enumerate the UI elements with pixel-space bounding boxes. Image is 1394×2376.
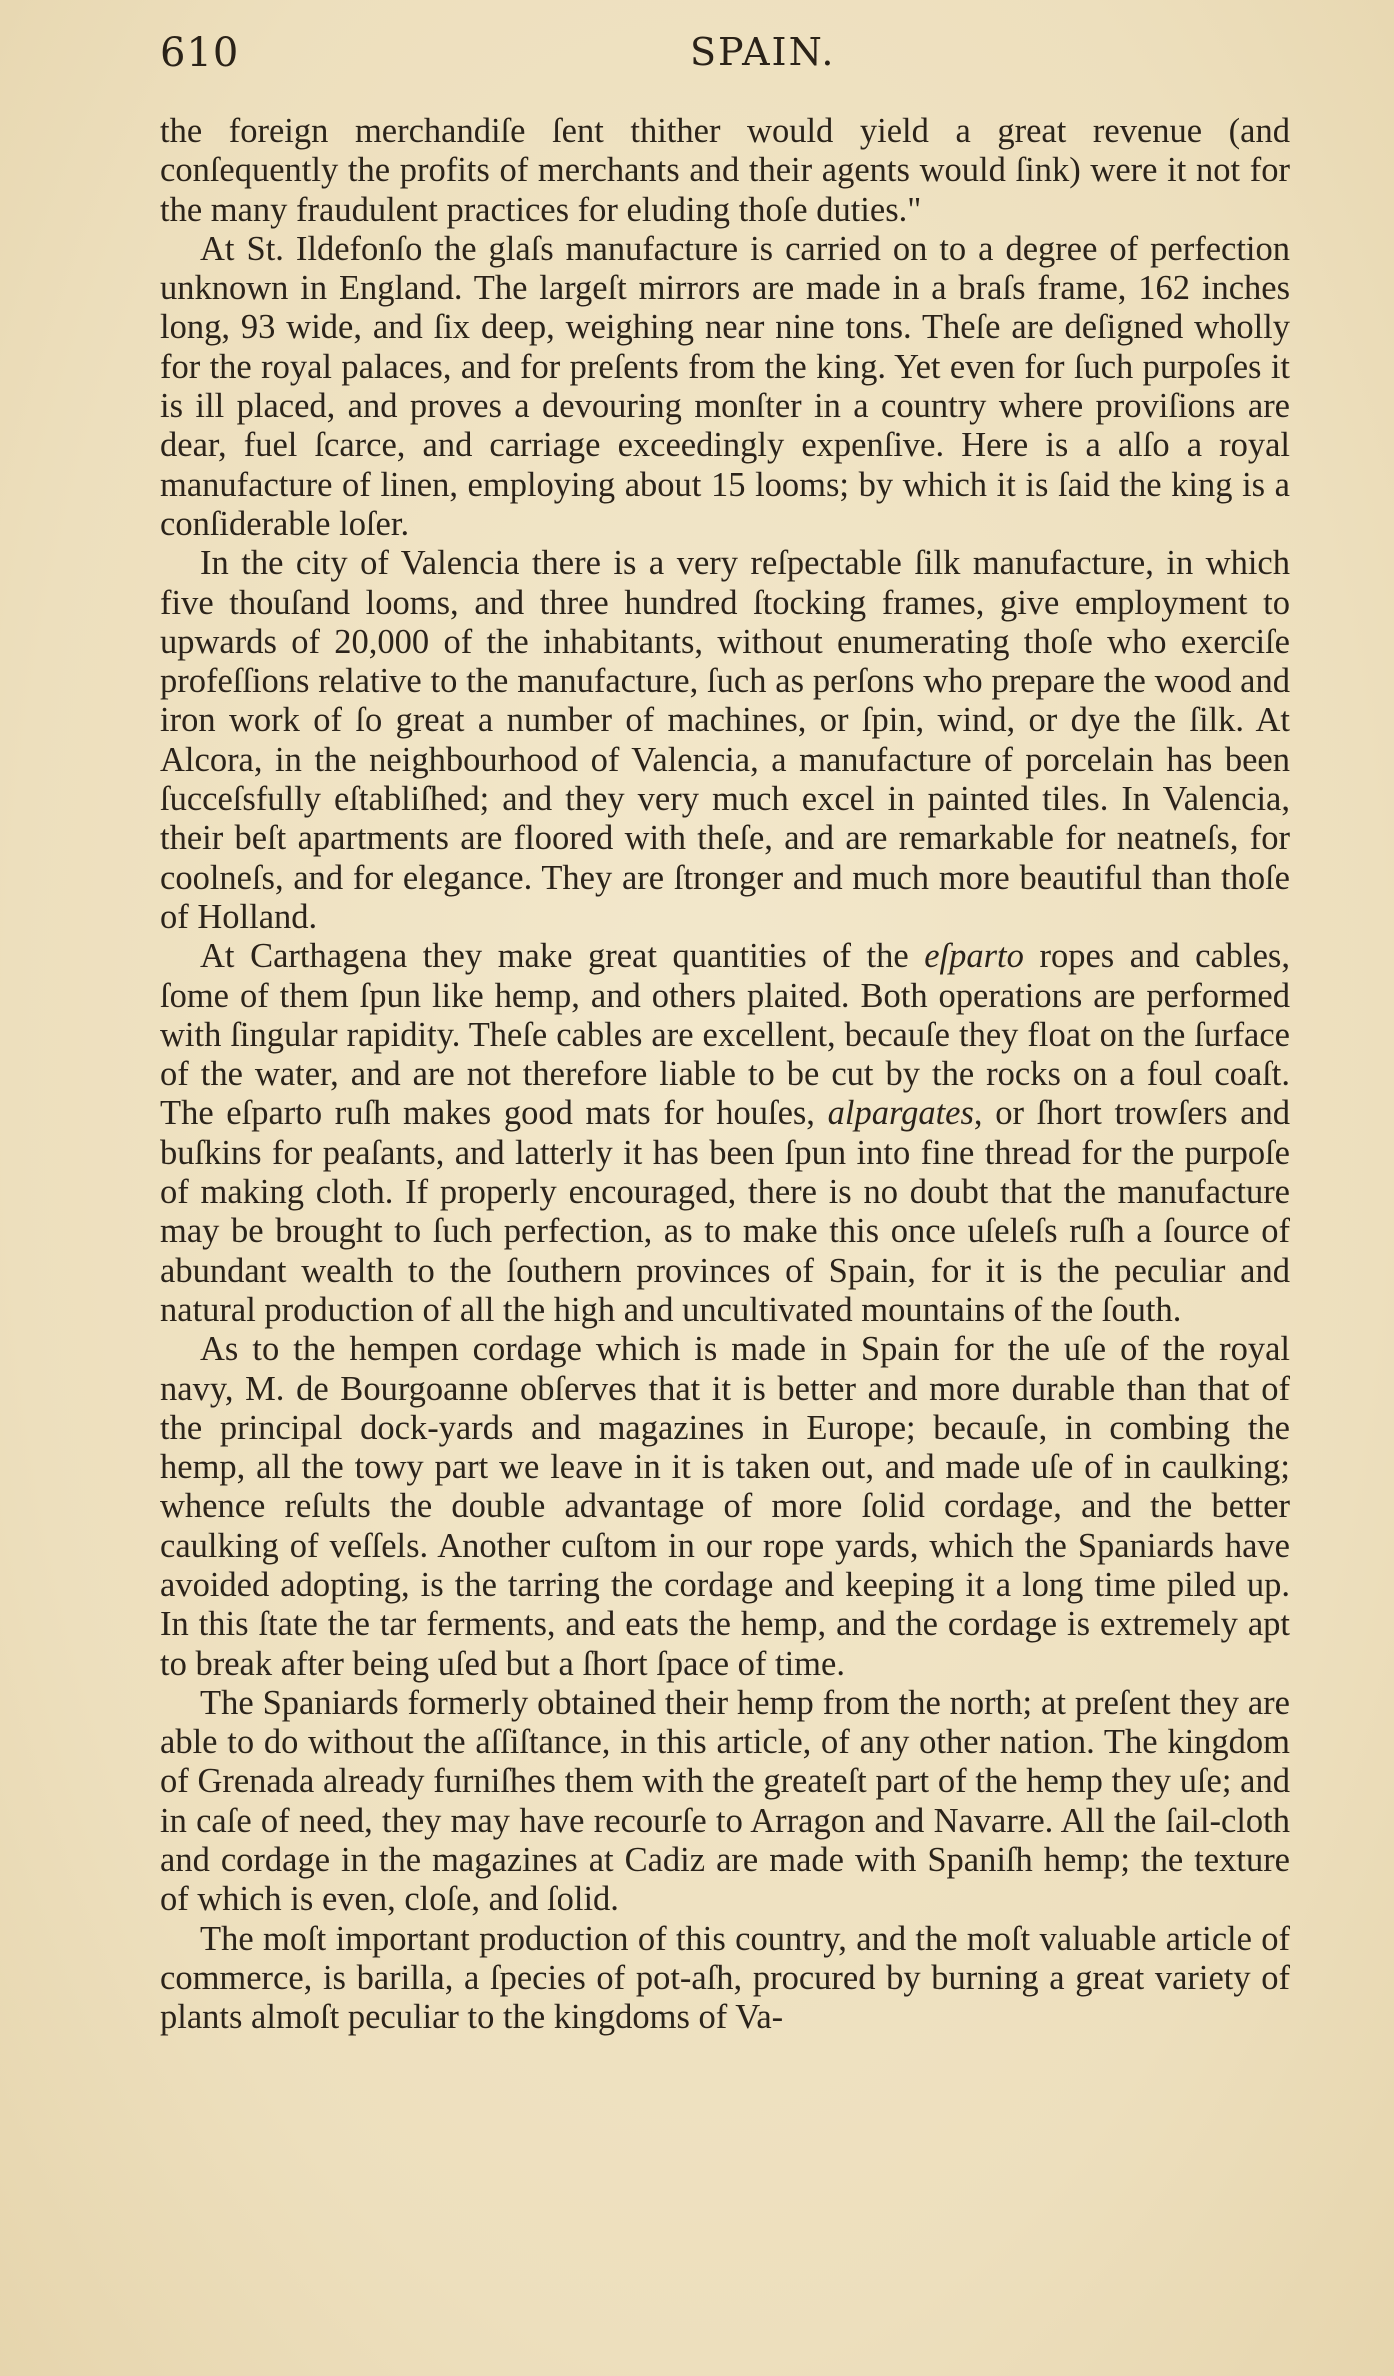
running-head: SPAIN. [690,30,836,74]
paragraph-4-text-after: , or ſhort trowſers and buſkins for peaſants, and latterly it has been ſpun into fine thread for the purpoſe of making cloth. If properly encouraged, there is no doubt that the manufacture may be brought to ſuch perfection, as to make this once uſeleſs ruſh a ſource of abundant wealth to the ſouthern provinces of Spain, for it is the peculiar and natural production of all the high and uncultivated mountains of the ſouth. [160,1094,1291,1329]
paragraph-5: As to the hempen cordage which is made in Spain for the uſe of the royal navy, M. de Bourgoanne obſerves that it is better and more durable than that of the principal dock-yards and magazines in Europe; becauſe, in combing the hemp, all the towy part we leave in it is taken out, and made uſe of in caulking; whence reſults the double advantage of more ſolid cordage, and the better caulking of veſſels. Another cuſtom in our rope yards, which the Spaniards have avoided adopting, is the tarring the cordage and keeping it a long time piled up. In this ſtate the tar ferments, and eats the hemp, and the cordage is extremely apt to break after being uſed but a ſhort ſpace of time. [160,1330,1290,1683]
page-number: 610 [160,30,240,76]
paragraph-4-italic-alpargates: alpargates [827,1094,974,1133]
page-header [160,30,1290,90]
paragraph-4-text-before: At Carthagena they make great quantities of the [200,937,925,976]
paragraph-1: the foreign merchandiſe ſent thither would yield a great revenue (and conſequently the profits of merchants and their agents would ſink) were it not for the many fraudulent practices for eluding thoſe duties." [160,112,1290,229]
paragraph-7: The moſt important production of this country, and the moſt valuable article of commerce, is barilla, a ſpecies of pot-aſh, procured by burning a great variety of plants almoſt peculiar to the kingdoms of Va- [160,1919,1290,2037]
body-text [160,112,1290,2038]
paragraph-2: At St. Ildefonſo the glaſs manufacture is carried on to a degree of perfection unknown in England. The largeſt mirrors are made in a braſs frame, 162 inches long, 93 wide, and ſix deep, weighing near nine tons. Theſe are deſigned wholly for the royal palaces, and for preſents from the king. Yet even for ſuch purpoſes it is ill placed, and proves a devouring monſter in a country where proviſions are dear, fuel ſcarce, and carriage exceedingly expenſive. Here is a alſo a royal manufacture of linen, employing about 15 looms; by which it is ſaid the king is a conſiderable loſer. [160,229,1290,543]
paragraph-4-italic-esparto: eſparto [924,937,1024,976]
paragraph-6: The Spaniards formerly obtained their hemp from the north; at preſent they are able to do without the aſſiſtance, in this article, of any other nation. The kingdom of Grenada already furniſhes them with the greateſt part of the hemp they uſe; and in caſe of need, they may have recourſe to Arragon and Navarre. All the ſail-cloth and cordage in the magazines at Cadiz are made with Spaniſh hemp; the texture of which is even, cloſe, and ſolid. [160,1683,1290,1919]
paragraph-4 [160,937,1290,1330]
paragraph-4-text-middle: ropes and cables, ſome of them ſpun like hemp, and others plaited. Both operations are performed with ſingular rapidity. Theſe cables are excellent, becauſe they float on the ſurface of the water, and are not therefore liable to be cut by the rocks on a foul coaſt. The eſparto ruſh makes good mats for houſes, [160,937,1290,1133]
paragraph-3: In the city of Valencia there is a very reſpectable ſilk manufacture, in which five thouſand looms, and three hundred ſtocking frames, give employment to upwards of 20,000 of the inhabitants, without enumerating thoſe who exerciſe profeſſions relative to the manufacture, ſuch as perſons who prepare the wood and iron work of ſo great a number of machines, or ſpin, wind, or dye the ſilk. At Alcora, in the neighbourhood of Valencia, a manufacture of porcelain has been ſucceſsfully eſtabliſhed; and they very much excel in painted tiles. In Valencia, their beſt apartments are floored with theſe, and are remarkable for neatneſs, for coolneſs, and for elegance. They are ſtronger and much more beautiful than thoſe of Holland. [160,544,1290,936]
